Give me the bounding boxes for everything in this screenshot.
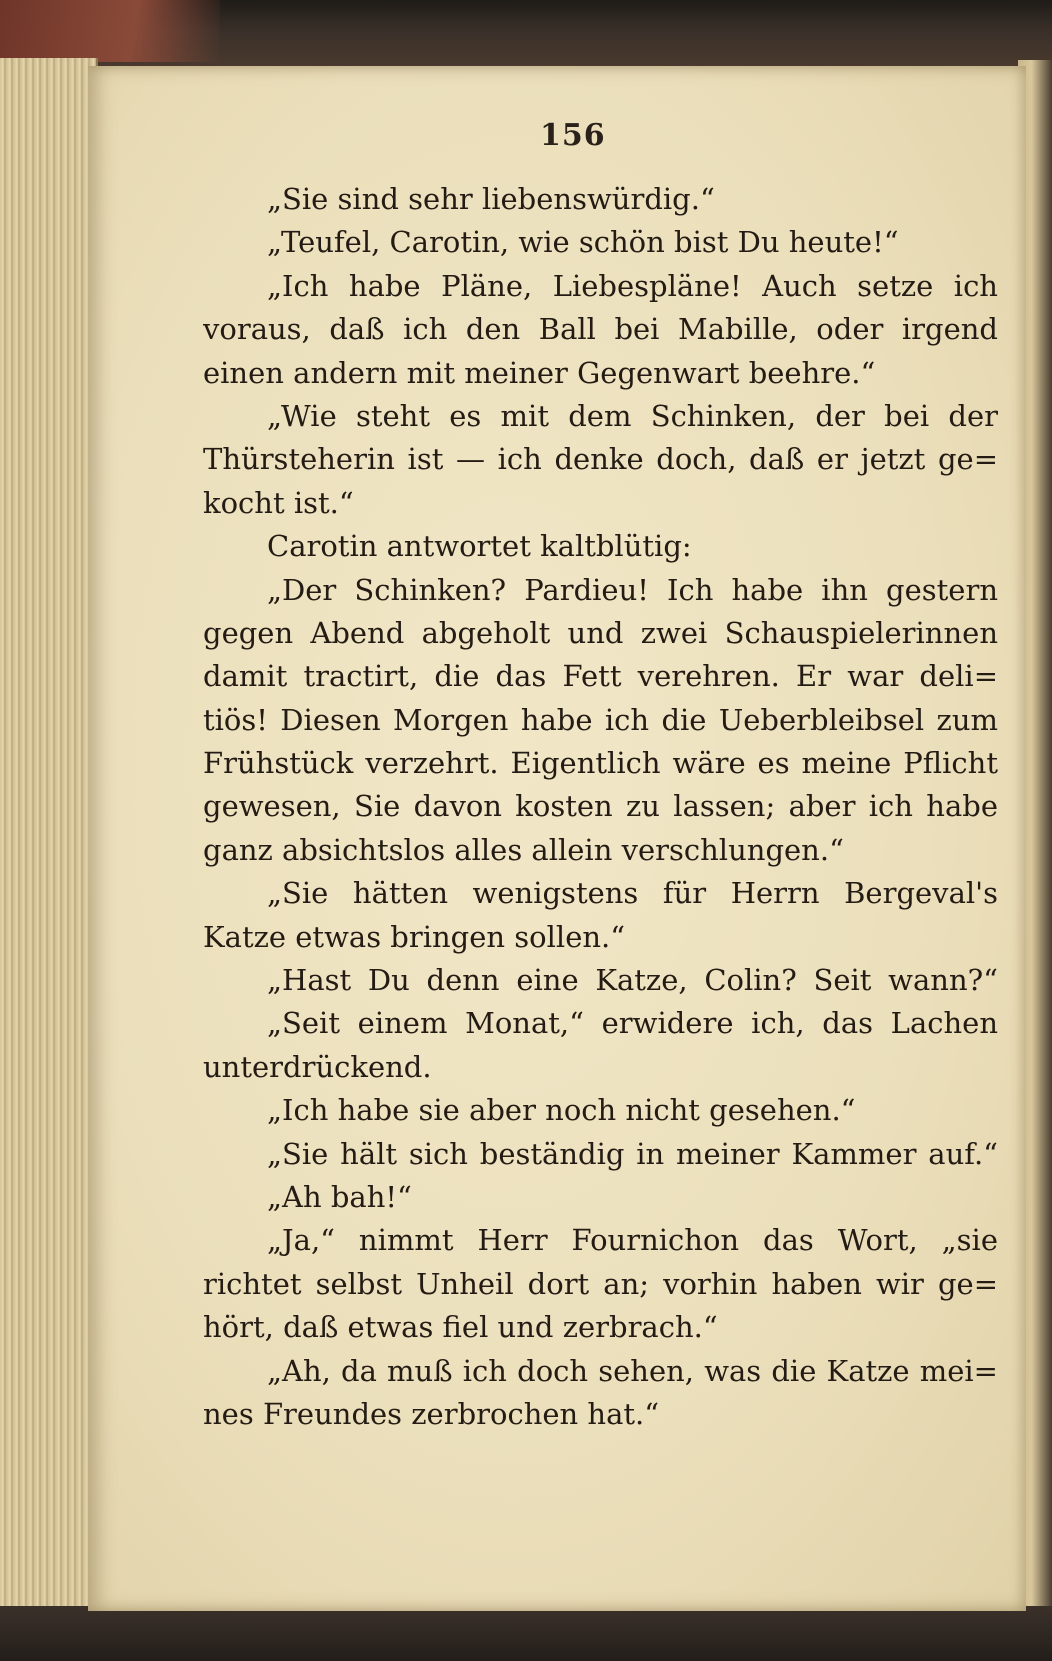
scan-background-bottom — [0, 1606, 1052, 1661]
text-line: „Sie hätten wenigstens für Herrn Bergeval's — [267, 876, 998, 911]
text-line: voraus, daß ich den Ball bei Mabille, oder irgend — [203, 312, 998, 347]
text-line: „Hast Du denn eine Katze, Colin? Seit wann?“ — [267, 963, 998, 998]
text-line: „Ah, da muß ich doch sehen, was die Katze mei= — [267, 1353, 998, 1388]
text-line: „Seit einem Monat,“ erwidere ich, das Lachen — [267, 1006, 998, 1041]
text-line: „Ja,“ nimmt Herr Fournichon das Wort, „sie — [267, 1223, 998, 1258]
page-number: 156 — [540, 118, 606, 153]
text-line: kocht ist.“ — [203, 485, 354, 520]
text-line: „Wie steht es mit dem Schinken, der bei der — [267, 398, 998, 433]
text-line: unterdrückend. — [203, 1049, 432, 1084]
text-line: ganz absichtslos alles allein verschlungen.“ — [203, 832, 844, 867]
text-line: „Teufel, Carotin, wie schön bist Du heute!“ — [267, 225, 899, 260]
text-line: Katze etwas bringen sollen.“ — [203, 919, 626, 954]
text-line: „Ich habe Pläne, Liebespläne! Auch setze ich — [267, 268, 998, 303]
text-line: Frühstück verzehrt. Eigentlich wäre es meine Pflicht — [203, 746, 998, 781]
text-line: nes Freundes zerbrochen hat.“ — [203, 1396, 660, 1431]
text-line: „Ich habe sie aber noch nicht gesehen.“ — [267, 1093, 856, 1128]
book-cover-edge — [0, 0, 220, 62]
text-line: damit tractirt, die das Fett verehren. Er war deli= — [203, 659, 998, 694]
text-line: gewesen, Sie davon kosten zu lassen; aber ich habe — [203, 789, 998, 824]
page-stack-left — [0, 58, 98, 1613]
text-line: Thürsteherin ist — ich denke doch, daß er jetzt ge= — [203, 442, 998, 477]
page-text — [203, 178, 998, 1436]
text-line: hört, daß etwas fiel und zerbrach.“ — [203, 1310, 718, 1345]
text-line: richtet selbst Unheil dort an; vorhin haben wir ge= — [203, 1266, 998, 1301]
text-line: Carotin antwortet kaltblütig: — [267, 529, 692, 564]
text-line: „Sie sind sehr liebenswürdig.“ — [267, 182, 715, 216]
text-line: „Ah bah!“ — [267, 1179, 412, 1214]
text-line: „Der Schinken? Pardieu! Ich habe ihn gestern — [267, 572, 998, 607]
text-line: einen andern mit meiner Gegenwart beehre.“ — [203, 355, 876, 390]
text-line: „Sie hält sich beständig in meiner Kammer auf.“ — [267, 1136, 998, 1171]
text-line: gegen Abend abgeholt und zwei Schauspielerinnen — [203, 615, 998, 650]
text-line: tiös! Diesen Morgen habe ich die Ueberbleibsel zum — [203, 702, 998, 737]
